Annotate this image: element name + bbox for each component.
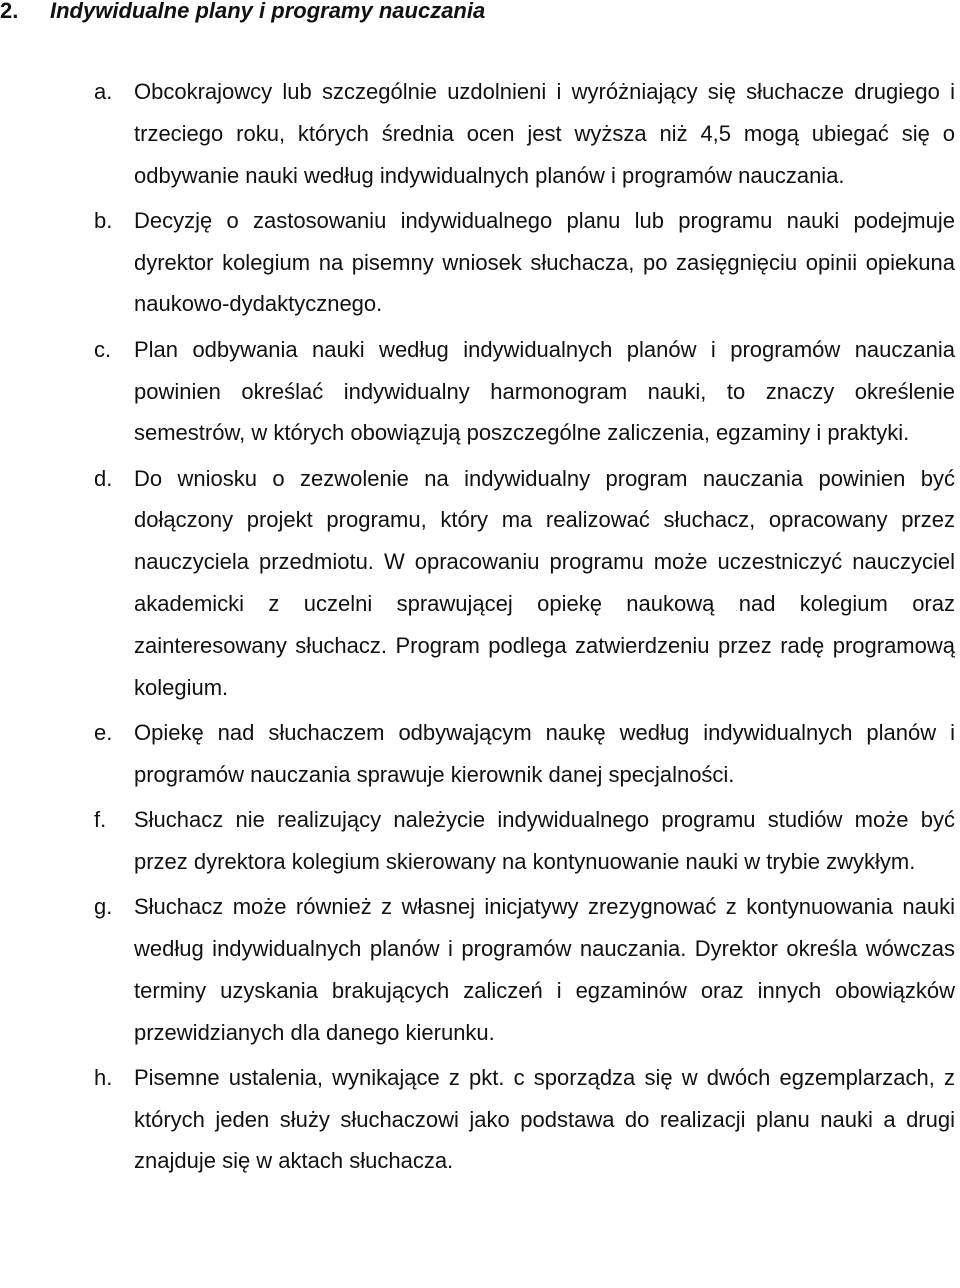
rules-list — [94, 71, 955, 1186]
item-text: Obcokrajowcy lub szczególnie uzdolnieni i wyróżniający się słuchacze drugiego i trzeciego roku, których średnia ocen jest wyższa niż 4,5 mogą ubiegać się o odbywanie nauki według indywidualnych planów i programów nauczania. — [134, 79, 955, 188]
list-item-h — [94, 1057, 955, 1182]
item-text: Plan odbywania nauki według indywidualnych planów i programów nauczania powinien określać indywidualny harmonogram nauki, to znaczy określenie semestrów, w których obowiązują poszczególne zaliczenia, egzaminy i praktyki. — [134, 336, 955, 446]
item-text: Słuchacz nie realizujący należycie indywidualnego programu studiów może być przez dyrektora kolegium skierowany na kontynuowanie nauki w trybie zwykłym. — [134, 807, 955, 874]
list-item-f — [94, 799, 955, 883]
item-letter: g. — [94, 894, 113, 920]
item-text: Słuchacz może również z własnej inicjatywy zrezygnować z kontynuowania nauki według indywidualnych planów i programów nauczania. Dyrektor określa wówczas terminy uzyskania brakujących zaliczeń i egzaminów oraz innych obowiązków przewidzianych dla danego kierunku. — [134, 894, 955, 1045]
section-heading — [0, 0, 485, 30]
item-text: Decyzję o zastosowaniu indywidualnego planu lub programu nauki podejmuje dyrektor kolegium na pisemny wniosek słuchacza, po zasięgnięciu opinii opiekuna naukowo-dydaktycznego. — [134, 207, 955, 317]
item-letter: e. — [94, 719, 113, 745]
item-text: Pisemne ustalenia, wynikające z pkt. c sporządza się w dwóch egzemplarzach, z których jeden służy słuchaczowi jako podstawa do realizacji planu nauki a drugi znajduje się w aktach słuchacza. — [134, 1064, 955, 1174]
item-letter: b. — [94, 207, 113, 233]
list-item-b — [94, 200, 955, 325]
item-letter: a. — [94, 79, 113, 104]
list-item-g — [94, 886, 955, 1053]
list-item-a — [94, 71, 955, 196]
list-item-e — [94, 712, 955, 796]
section-title: Indywidualne plany i programy nauczania — [50, 0, 486, 23]
list-item-d — [94, 458, 955, 709]
item-text: Do wniosku o zezwolenie na indywidualny program nauczania powinien być dołączony projekt programu, który ma realizować słuchacz, opracowany przez nauczyciela przedmiotu. W opracowaniu programu może uczestniczyć nauczyciel akademicki z uczelni sprawującej opiekę naukową nad kolegium oraz zainteresowany słuchacz. Program podlega zatwierdzeniu przez radę programową kolegium. — [134, 465, 955, 700]
list-item-c — [94, 329, 955, 454]
item-text: Opiekę nad słuchaczem odbywającym naukę według indywidualnych planów i programów nauczania sprawuje kierownik danej specjalności. — [134, 719, 955, 787]
item-letter: c. — [94, 336, 112, 362]
item-letter: f. — [94, 807, 107, 833]
section-number: 2. — [0, 0, 19, 23]
item-letter: h. — [94, 1064, 113, 1090]
item-letter: d. — [94, 465, 113, 491]
